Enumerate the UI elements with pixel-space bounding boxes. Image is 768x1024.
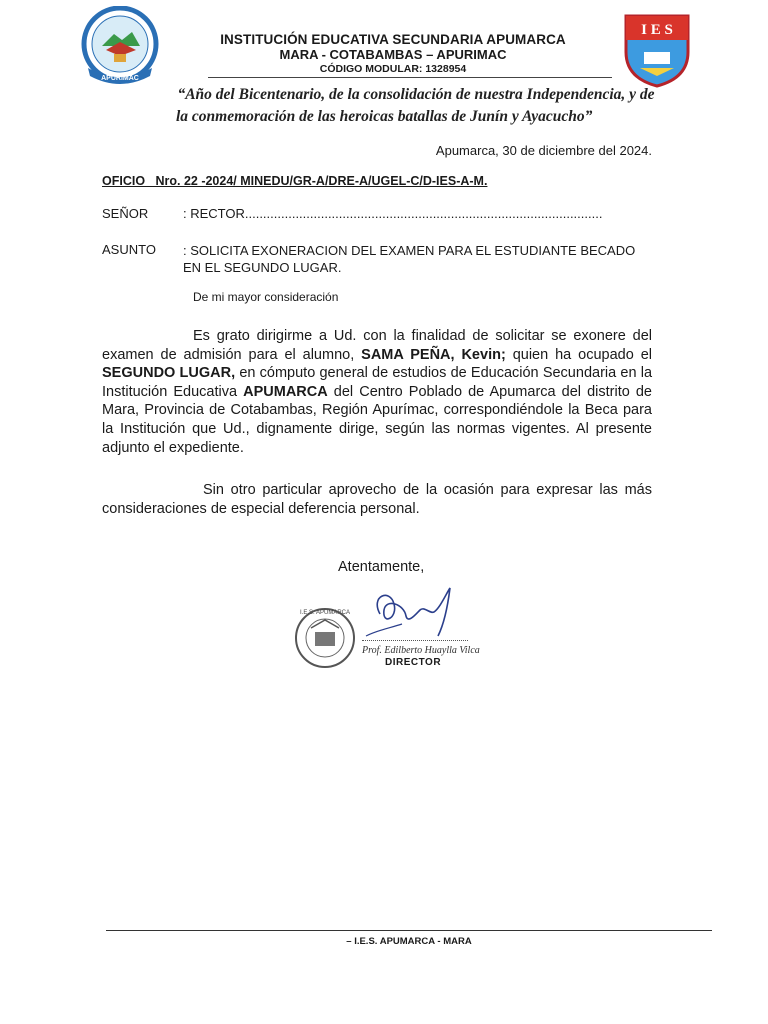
motto-line-2: la conmemoración de las heroicas batallas de Junín y Ayacucho” [176, 108, 593, 125]
footer-rule [106, 930, 712, 931]
signature-line [362, 640, 468, 641]
modular-code-label: CÓDIGO MODULAR: [319, 63, 423, 75]
letter-date: Apumarca, 30 de diciembre del 2024. [435, 143, 652, 158]
svg-text:I E S: I E S [641, 22, 673, 38]
modular-code-value: 1328954 [425, 63, 467, 75]
ugel-logo [70, 6, 170, 88]
ies-logo [618, 12, 696, 88]
student-name: SAMA PEÑA, Kevin; [361, 346, 506, 363]
svg-text:APURIMAC: APURIMAC [101, 75, 139, 82]
signature-scribble [360, 584, 470, 640]
greeting: De mi mayor consideración [193, 290, 339, 304]
body-paragraph-1 [102, 327, 652, 457]
p1-text-b: quien ha ocupado el [505, 346, 652, 363]
closing: Atentamente, [338, 559, 425, 575]
student-place: SEGUNDO LUGAR, [102, 365, 236, 382]
institution-location: MARA - COTABAMBAS – APURIMAC [279, 47, 507, 62]
institution-name: INSTITUCIÓN EDUCATIVA SECUNDARIA APUMARCA [220, 32, 566, 47]
school-name: APUMARCA [243, 383, 328, 400]
modular-code [208, 63, 578, 75]
subject-label: ASUNTO [102, 242, 156, 257]
subject-value: : SOLICITA EXONERACION DEL EXAMEN PARA EL ESTUDIANTE BECADO EN EL SEGUNDO LUGAR. [183, 243, 636, 275]
recipient-label: SEÑOR [102, 206, 149, 221]
footer-text: – I.E.S. APUMARCA - MARA [346, 936, 472, 947]
letter-reference: OFICIO Nro. 22 -2024/ MINEDU/GR-A/DRE-A/UGEL-C/D-IES-A-M. [102, 174, 488, 188]
svg-text:I.E.S. APUMARCA: I.E.S. APUMARCA [299, 610, 351, 616]
signatory-name: Prof. Edilberto Huaylla Vilca [362, 645, 480, 656]
header-rule [208, 77, 612, 78]
signatory-title: DIRECTOR [385, 657, 442, 668]
recipient-value: : RECTOR................................................................................................... [183, 206, 603, 221]
p1-text-a: Es grato dirigirme a Ud. con la finalidad de solicitar se exonere del examen de admisión para el alumno, [102, 328, 652, 363]
p1-text-c: en cómputo general de estudios de Educación Secundaria en la Institución Educativa [102, 365, 653, 400]
official-stamp [289, 606, 363, 670]
body-paragraph-2: Sin otro particular aprovecho de la ocasión para expresar las más consideraciones de especial deferencia personal. [102, 482, 652, 517]
motto-line-1: “Año del Bicentenario, de la consolidación de nuestra Independencia, y de [177, 86, 655, 103]
p1-text-d: del Centro Poblado de Apumarca del distrito de Mara, Provincia de Cotabambas, Región Apurímac, correspondiéndole la Beca para la Institución que Ud., dignamente dirige, según las normas vigentes. Al presente adjunto el expediente. [102, 383, 652, 456]
